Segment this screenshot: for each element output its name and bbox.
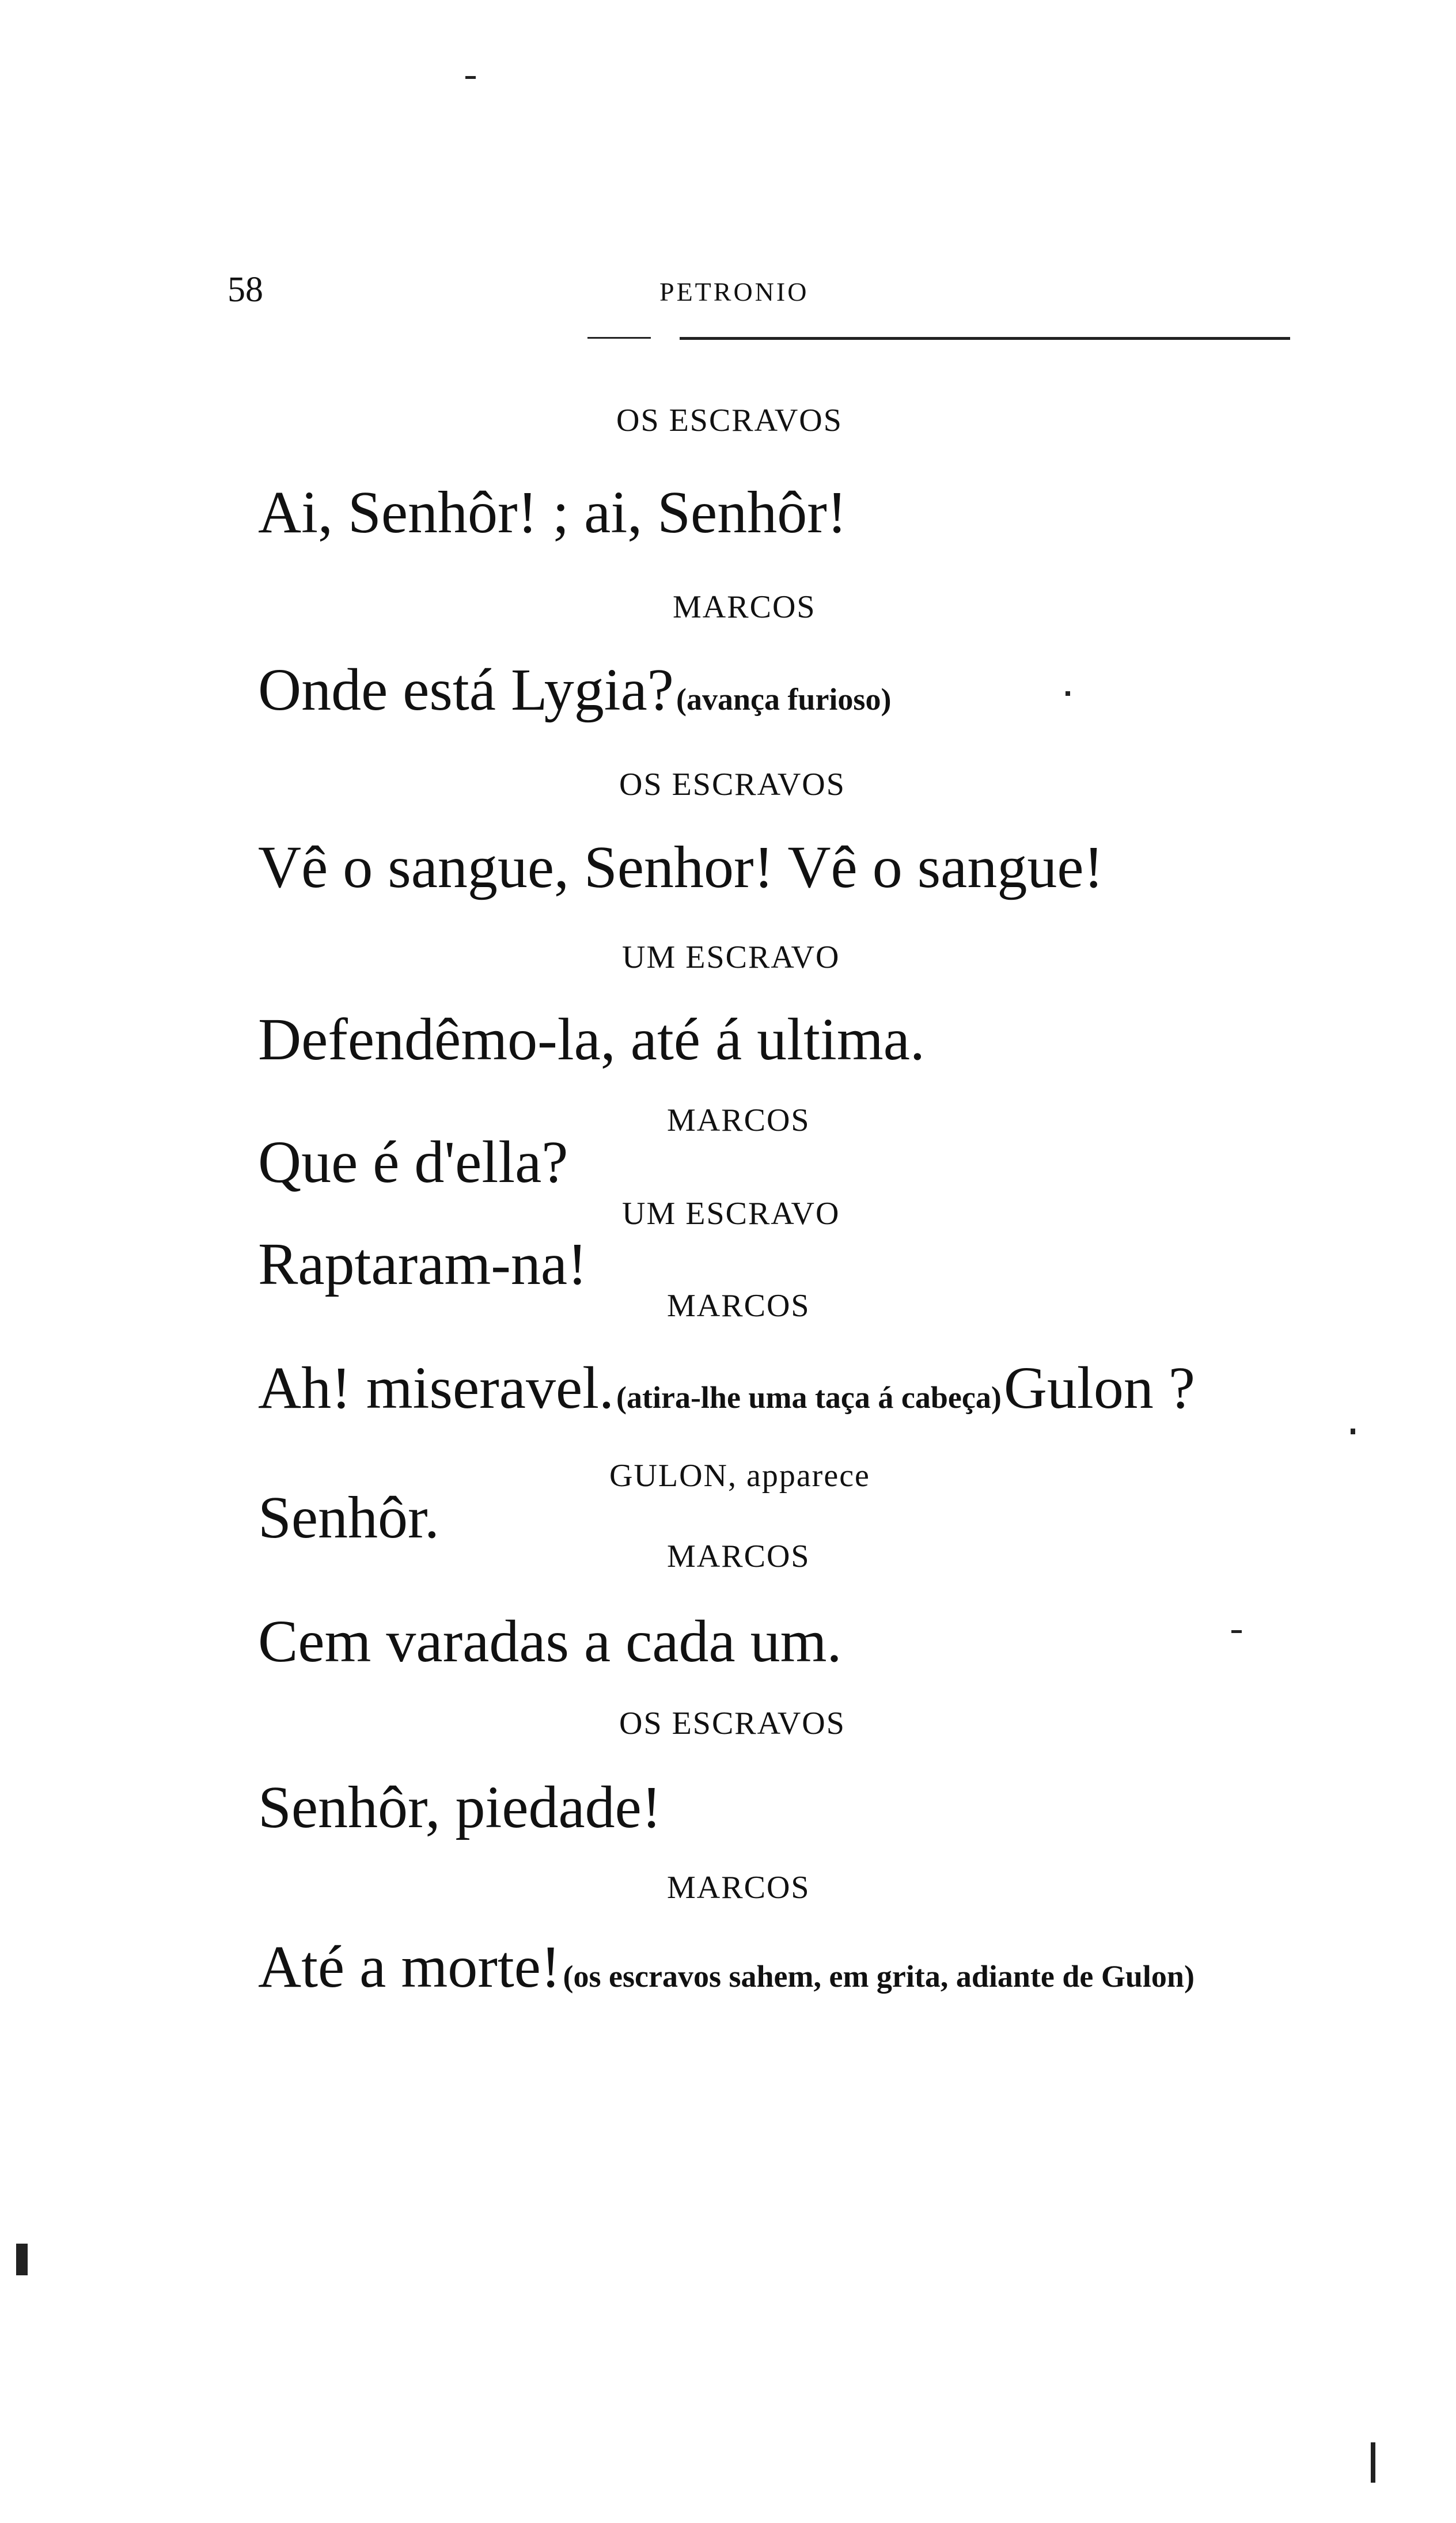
- dialogue-line: Defendêmo-la, até á ultima.: [258, 1006, 925, 1073]
- dialogue-line: Senhôr.: [258, 1484, 439, 1551]
- stage-direction: (os escravos sahem, em grita, adiante de Gulon): [563, 1959, 1195, 1994]
- print-speck: [1066, 691, 1070, 696]
- speaker-label: GULON, apparece: [609, 1458, 870, 1494]
- speaker-label: MARCOS: [667, 1288, 810, 1324]
- speaker-label: MARCOS: [667, 1103, 810, 1138]
- stage-direction: (avança furioso): [676, 682, 892, 717]
- speaker-label: OS ESCRAVOS: [619, 767, 845, 802]
- print-speck: [465, 76, 476, 79]
- dialogue-line: Ai, Senhôr! ; ai, Senhôr!: [258, 479, 847, 545]
- speaker-label: OS ESCRAVOS: [616, 403, 843, 438]
- running-title: PETRONIO: [659, 277, 809, 306]
- dialogue-line: Senhôr, piedade!: [258, 1774, 662, 1840]
- print-speck: [1231, 1630, 1242, 1633]
- speaker-label: OS ESCRAVOS: [619, 1706, 845, 1741]
- scan-artifact: [1371, 2442, 1375, 2483]
- dialogue-line: Onde está Lygia?: [258, 657, 674, 723]
- speaker-label: UM ESCRAVO: [622, 1196, 840, 1232]
- page-number: 58: [227, 270, 263, 309]
- speaker-label: MARCOS: [673, 589, 816, 625]
- header-rule-fragment: [587, 337, 651, 339]
- speaker-label: MARCOS: [667, 1870, 810, 1905]
- dialogue-line: Que é d'ella?: [258, 1129, 568, 1195]
- header-rule: [680, 337, 1290, 340]
- dialogue-row: [258, 656, 891, 724]
- dialogue-line: Vê o sangue, Senhor! Vê o sangue!: [258, 834, 1104, 900]
- dialogue-line: Até a morte!: [258, 1934, 561, 2000]
- speaker-label: MARCOS: [667, 1539, 810, 1574]
- dialogue-row: [258, 1933, 1195, 2001]
- dialogue-line: Raptaram-na!: [258, 1231, 587, 1297]
- dialogue-line: Ah! miseravel.: [258, 1355, 615, 1421]
- scan-artifact: [16, 2244, 28, 2275]
- print-speck: [1351, 1429, 1355, 1434]
- speaker-label: UM ESCRAVO: [622, 940, 840, 975]
- stage-direction: (atira-lhe uma taça á cabeça): [616, 1380, 1002, 1415]
- dialogue-row: [258, 1354, 1195, 1422]
- dialogue-line-continuation: Gulon ?: [1003, 1355, 1195, 1421]
- dialogue-line: Cem varadas a cada um.: [258, 1608, 842, 1675]
